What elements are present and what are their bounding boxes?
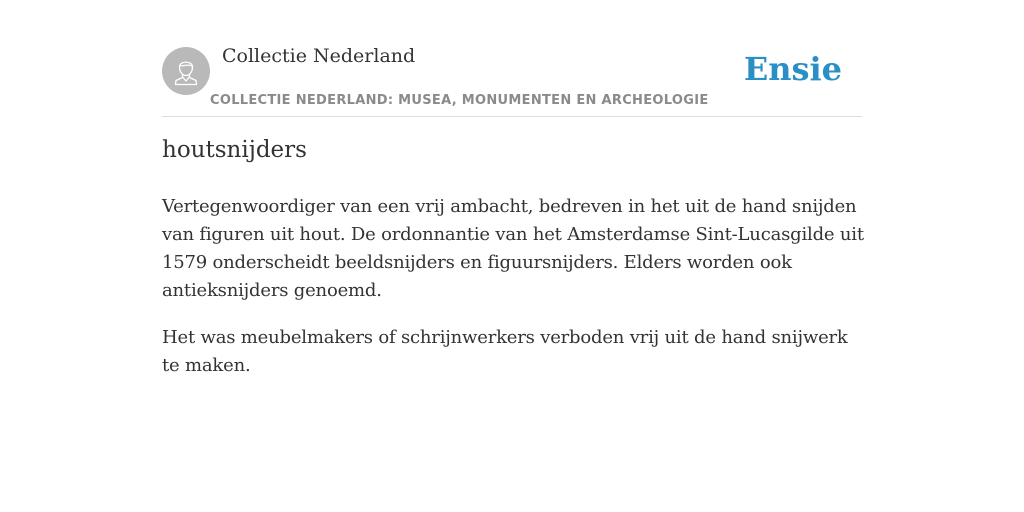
- entry-title: houtsnijders: [162, 137, 307, 163]
- entry-paragraph: Vertegenwoordiger van een vrij ambacht, bedreven in het uit de hand snijden van figuren uit hout. De ordonnantie van het Amsterdamse Sint-Lucasgilde uit 1579 onderscheidt beeldsnijders en figuursnijders. Elders worden ook antieksnijders genoemd.: [162, 196, 864, 301]
- source-subtitle: COLLECTIE NEDERLAND: MUSEA, MONUMENTEN EN ARCHEOLOGIE: [210, 93, 709, 108]
- brand-logo[interactable]: Ensie: [743, 50, 842, 88]
- entry-body: [162, 193, 864, 399]
- avatar[interactable]: [162, 47, 210, 95]
- entry-paragraph: Het was meubelmakers of schrijnwerkers verboden vrij uit de hand snijwerk te maken.: [162, 327, 848, 376]
- person-icon: [162, 47, 210, 95]
- page-header: [162, 40, 862, 117]
- author-name[interactable]: Collectie Nederland: [222, 45, 416, 67]
